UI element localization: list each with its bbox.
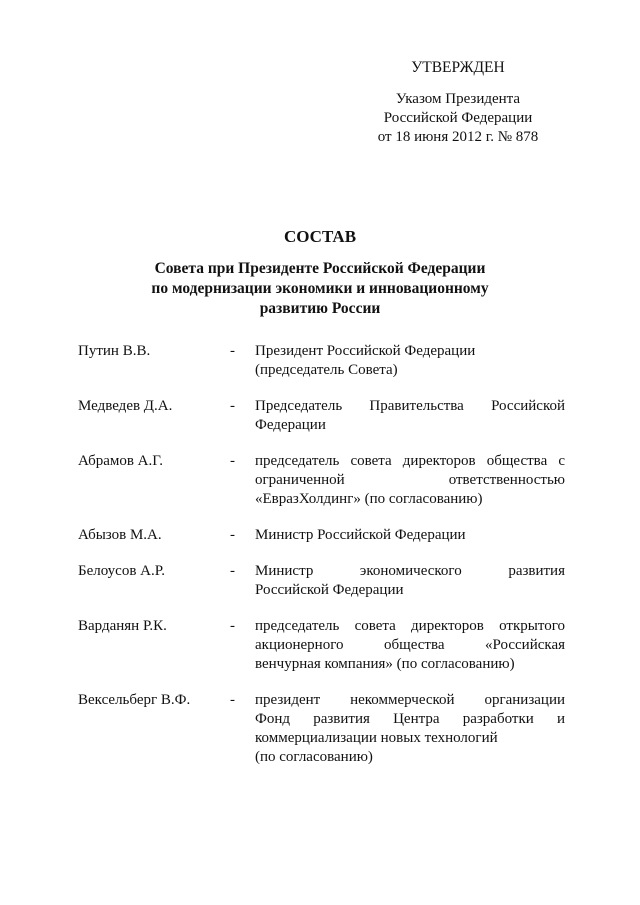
member-role-line: президент некоммерческой организации <box>255 692 565 708</box>
member-dash: - <box>230 527 235 543</box>
member-name: Путин В.В. <box>78 343 151 359</box>
member-dash: - <box>230 563 235 579</box>
member-row <box>0 526 640 545</box>
heading-line-2: по модернизации экономики и инновационному <box>151 280 489 297</box>
member-role-line: председатель совета директоров общества с <box>255 453 565 469</box>
member-role-line: Министр экономического развития <box>255 563 565 579</box>
member-row <box>0 691 640 767</box>
member-dash: - <box>230 453 235 469</box>
member-role-line: «ЕвразХолдинг» (по согласованию) <box>255 491 483 507</box>
member-name: Абызов М.А. <box>78 527 162 543</box>
approval-line-2: Российской Федерации <box>383 110 533 126</box>
member-row <box>0 342 640 380</box>
member-row <box>0 397 640 435</box>
member-role <box>255 526 565 545</box>
member-role-line: акционерного общества «Российская <box>255 637 565 653</box>
heading-line-3: развитию России <box>259 300 381 317</box>
member-role <box>255 691 565 767</box>
member-role-line: венчурная компания» (по согласованию) <box>255 656 515 672</box>
document-title: СОСТАВ <box>283 227 357 246</box>
approval-line-3: от 18 июня 2012 г. № 878 <box>377 129 539 145</box>
member-role-line: председатель совета директоров открытого <box>255 618 565 634</box>
member-role <box>255 342 565 380</box>
member-role-line: Фонд развития Центра разработки и <box>255 711 565 727</box>
member-role <box>255 617 565 674</box>
member-row <box>0 617 640 674</box>
member-name: Белоусов А.Р. <box>78 563 165 579</box>
member-row <box>0 452 640 509</box>
member-dash: - <box>230 343 235 359</box>
document-heading <box>110 227 530 319</box>
member-role-line: Федерации <box>255 417 326 433</box>
member-role <box>255 562 565 600</box>
approval-line-1: Указом Президента <box>395 91 521 107</box>
member-dash: - <box>230 618 235 634</box>
member-row <box>0 562 640 600</box>
approved-label: УТВЕРЖДЕН <box>411 59 505 76</box>
member-name: Медведев Д.А. <box>78 398 173 414</box>
heading-line-1: Совета при Президенте Российской Федерации <box>154 260 486 277</box>
member-dash: - <box>230 692 235 708</box>
member-name: Варданян Р.К. <box>78 618 167 634</box>
member-role-line: (по согласованию) <box>255 749 373 765</box>
member-role-line: Министр Российской Федерации <box>255 527 466 543</box>
member-role-line: Российской Федерации <box>255 582 404 598</box>
member-role <box>255 397 565 435</box>
member-dash: - <box>230 398 235 414</box>
member-role <box>255 452 565 509</box>
member-role-line: Президент Российской Федерации <box>255 343 476 359</box>
member-name: Вексельберг В.Ф. <box>78 692 191 708</box>
member-role-line: (председатель Совета) <box>255 362 398 378</box>
member-role-line: коммерциализации новых технологий <box>255 730 498 746</box>
member-name: Абрамов А.Г. <box>78 453 163 469</box>
member-role-line: ограниченной ответственностью <box>255 472 565 488</box>
members-list <box>0 342 640 784</box>
member-role-line: Председатель Правительства Российской <box>255 398 565 414</box>
approval-stamp <box>360 58 556 147</box>
